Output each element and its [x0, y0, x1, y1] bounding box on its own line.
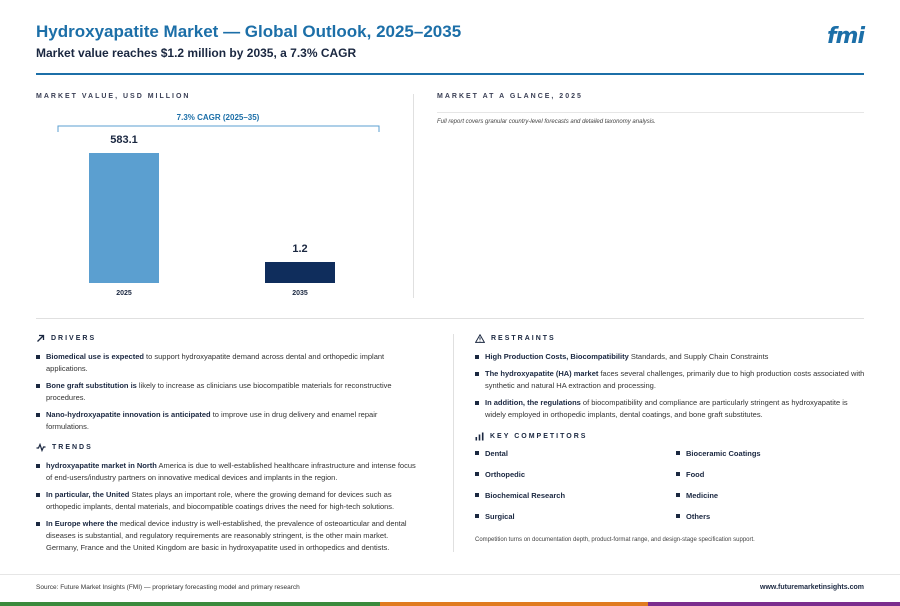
bar-chart-icon — [475, 432, 484, 441]
competitor-item: Others — [676, 512, 710, 521]
x-tick-label: 2025 — [116, 290, 132, 297]
list-item: High Production Costs, Biocompatibility Standards, and Supply Chain Constraints — [475, 351, 865, 363]
list-item: hydroxyapatite market in North America is due to well-established healthcare infrastructure and intense focus of end-users/industry partners on innovative medical devices and implants in the region. — [36, 460, 421, 484]
list-item: Nano-hydroxyapatite innovation is anticipated to improve use in drug delivery and enamel repair formulations. — [36, 409, 416, 433]
restraints-header — [475, 334, 556, 343]
footer-band-purple — [648, 602, 900, 606]
competitors-heading: KEY COMPETITORS — [490, 433, 588, 440]
competitor-item: Medicine — [676, 491, 718, 500]
warning-icon — [475, 334, 485, 343]
section-divider — [36, 318, 864, 319]
website-link[interactable]: www.futuremarketinsights.com — [760, 584, 864, 591]
column-divider — [413, 94, 414, 298]
list-item: The hydroxyapatite (HA) market faces several challenges, primarily due to high production costs associated with synthetic and natural HA extraction and processing. — [475, 368, 865, 392]
footer-rule — [0, 574, 900, 575]
restraints-heading: RESTRAINTS — [491, 335, 556, 342]
list-item: In addition, the regulations of biocompatibility and compliance are particularly stringent as hydroxyapatite is widely employed in orthopedic implants, dental coatings, and bone graft substitutes. — [475, 397, 865, 421]
competitors-header — [475, 432, 587, 441]
list-item: In particular, the United States plays an important role, where the growing demand for devices such as orthopedic implants, dental materials, and biocompatible coatings drives the need for high-tech solutions. — [36, 489, 421, 513]
bar-2035 — [265, 262, 335, 283]
trends-header — [36, 443, 93, 452]
market-value-heading: MARKET VALUE, USD MILLION — [36, 93, 191, 100]
bar-value-label: 583.1 — [110, 134, 138, 146]
competitor-item: Surgical — [475, 512, 515, 521]
bar-value-label: 1.2 — [292, 243, 308, 255]
market-value-chart — [36, 106, 386, 306]
page-title: Hydroxyapatite Market — Global Outlook, 2025–2035 — [36, 22, 462, 41]
glance-rule — [437, 112, 864, 113]
fmi-logo: fmi — [826, 24, 864, 49]
footer-band-orange — [380, 602, 648, 606]
page-subtitle: Market value reaches $1.2 million by 2035, a 7.3% CAGR — [36, 46, 357, 60]
footer-band-green — [0, 602, 380, 606]
list-item: Biomedical use is expected to support hydroxyapatite demand across dental and orthopedic implant applications. — [36, 351, 416, 375]
drivers-heading: DRIVERS — [51, 335, 97, 342]
list-item: Bone graft substitution is likely to increase as clinicians use biocompatible materials for reconstructive procedures. — [36, 380, 416, 404]
glance-heading: MARKET AT A GLANCE, 2025 — [437, 93, 583, 100]
source-note: Source: Future Market Insights (FMI) — proprietary forecasting model and primary research — [36, 584, 300, 591]
competitor-item: Bioceramic Coatings — [676, 449, 761, 458]
competitor-item: Orthopedic — [475, 470, 525, 479]
competitor-item: Dental — [475, 449, 508, 458]
restraints-list — [475, 351, 865, 426]
cagr-label: 7.3% CAGR (2025–35) — [176, 113, 260, 122]
drivers-list — [36, 351, 416, 438]
arrow-up-right-icon — [36, 334, 45, 343]
competitor-item: Food — [676, 470, 704, 479]
trends-list — [36, 460, 421, 559]
trend-line-icon — [36, 443, 46, 452]
bar-2025 — [89, 153, 159, 283]
competitors-note: Competition turns on documentation depth, product-format range, and design-stage specification support. — [475, 537, 755, 543]
x-tick-label: 2035 — [292, 290, 308, 297]
lower-column-divider — [453, 334, 454, 552]
trends-heading: TRENDS — [52, 444, 93, 451]
drivers-header — [36, 334, 96, 343]
header-rule — [36, 73, 864, 75]
competitor-item: Biochemical Research — [475, 491, 565, 500]
list-item: In Europe where the medical device industry is well-established, the prevalence of osteoarticular and dental diseases is substantial, and regulatory requirements are reasonably stringent, is the other main market. Germany, France and the United Kingdom are basic in hydroxyapatite used in orthopedics and dentists. — [36, 518, 421, 554]
glance-note: Full report covers granular country-level forecasts and detailed taxonomy analysis. — [437, 119, 656, 125]
